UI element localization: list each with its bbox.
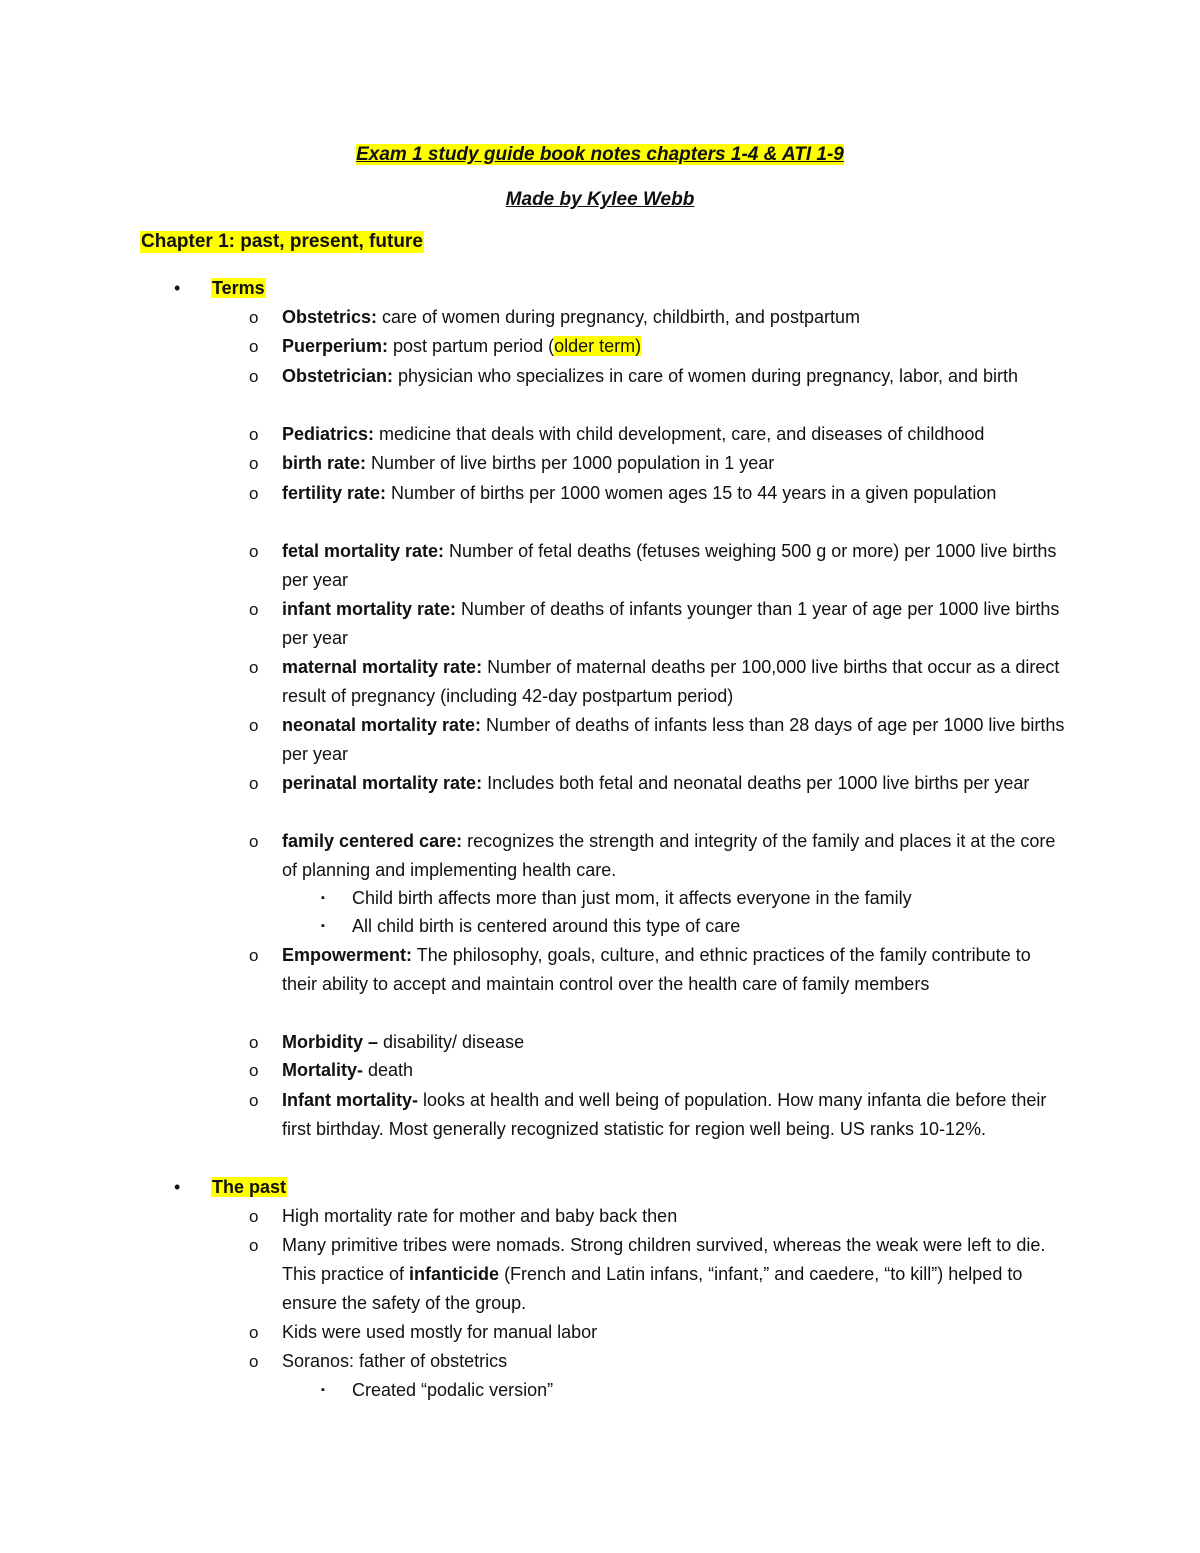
- list-item: [249, 1086, 1067, 1144]
- list-item: [249, 827, 1067, 885]
- term-definition: care of women during pregnancy, childbirth, and postpartum: [377, 307, 860, 327]
- circle-bullet-icon: o: [249, 542, 259, 561]
- chapter-heading: Chapter 1: past, present, future: [141, 231, 423, 252]
- circle-bullet-icon: o: [249, 658, 259, 677]
- term-definition: Number of fetal deaths (fetuses weighing 500 g or more) per 1000 live births per year: [282, 541, 1057, 590]
- term-definition: looks at health and well being of population. How many infanta die before their first birthday. Most generally recognized statistic for region well being. US ranks 10-12%.: [282, 1090, 1047, 1139]
- item-text: (French and Latin infans, “infant,” and caedere, “to kill”) helped to ensure the safety of the group.: [282, 1264, 1023, 1313]
- square-bullet-icon: ▪: [321, 920, 325, 932]
- term-definition: physician who specializes in care of women during pregnancy, labor, and birth: [393, 366, 1019, 386]
- bold-term: infanticide: [409, 1264, 500, 1284]
- sub-list-item: [321, 884, 1067, 913]
- list-item: [249, 362, 1067, 391]
- term-label: maternal mortality rate:: [282, 657, 483, 677]
- square-bullet-icon: ▪: [321, 1384, 325, 1396]
- item-text: Many primitive tribes were nomads. Strong children survived, whereas the weak were left to die. This practice of: [282, 1235, 1046, 1284]
- section-the-past: [174, 1173, 287, 1202]
- circle-bullet-icon: o: [249, 1236, 259, 1255]
- sub-list-item: [321, 912, 1067, 941]
- term-label: Obstetrics:: [282, 307, 378, 327]
- circle-bullet-icon: o: [249, 1352, 259, 1371]
- item-text: High mortality rate for mother and baby back then: [282, 1206, 678, 1226]
- term-definition: The philosophy, goals, culture, and ethnic practices of the family contribute to their ability to accept and maintain control over the health care of family members: [282, 945, 1031, 994]
- circle-bullet-icon: o: [249, 454, 259, 473]
- circle-bullet-icon: o: [249, 484, 259, 503]
- item-text: Soranos: father of obstetrics: [282, 1351, 508, 1371]
- term-label: Infant mortality-: [282, 1090, 419, 1110]
- list-item: [249, 449, 1067, 478]
- term-label: fetal mortality rate:: [282, 541, 445, 561]
- circle-bullet-icon: o: [249, 832, 259, 851]
- list-item: [249, 1347, 1067, 1376]
- list-item: [249, 653, 1067, 711]
- term-label: Morbidity –: [282, 1032, 379, 1052]
- document-author: Made by Kylee Webb: [505, 189, 695, 210]
- term-definition: recognizes the strength and integrity of the family and places it at the core of planning and implementing health care.: [282, 831, 1056, 880]
- term-label: family centered care:: [282, 831, 463, 851]
- term-definition: medicine that deals with child development, care, and diseases of childhood: [374, 424, 985, 444]
- list-item: [249, 332, 1067, 361]
- list-item: [249, 537, 1067, 595]
- list-item: [249, 595, 1067, 653]
- sub-list-item: [321, 1376, 1067, 1405]
- list-item: [249, 1056, 1067, 1085]
- sub-item-text: All child birth is centered around this type of care: [352, 916, 741, 936]
- term-definition: disability/ disease: [378, 1032, 525, 1052]
- document-title: Exam 1 study guide book notes chapters 1-4 & ATI 1-9: [356, 144, 844, 165]
- circle-bullet-icon: o: [249, 1061, 259, 1080]
- term-label: infant mortality rate:: [282, 599, 457, 619]
- circle-bullet-icon: o: [249, 774, 259, 793]
- circle-bullet-icon: o: [249, 600, 259, 619]
- term-definition: death: [363, 1060, 414, 1080]
- item-text: Kids were used mostly for manual labor: [282, 1322, 598, 1342]
- sub-item-text: Created “podalic version”: [352, 1380, 554, 1400]
- term-definition: Number of live births per 1000 population in 1 year: [366, 453, 775, 473]
- highlighted-text: older term): [554, 336, 642, 356]
- term-label: perinatal mortality rate:: [282, 773, 483, 793]
- circle-bullet-icon: o: [249, 946, 259, 965]
- sub-item-text: Child birth affects more than just mom, it affects everyone in the family: [352, 888, 912, 908]
- term-label: Pediatrics:: [282, 424, 375, 444]
- circle-bullet-icon: o: [249, 367, 259, 386]
- circle-bullet-icon: o: [249, 308, 259, 327]
- list-item: [249, 479, 1067, 508]
- term-definition: Number of maternal deaths per 100,000 live births that occur as a direct result of pregnancy (including 42-day postpartum period): [282, 657, 1060, 706]
- bullet-icon: •: [174, 278, 181, 298]
- term-label: neonatal mortality rate:: [282, 715, 482, 735]
- term-label: fertility rate:: [282, 483, 387, 503]
- circle-bullet-icon: o: [249, 1207, 259, 1226]
- term-definition: post partum period (: [388, 336, 555, 356]
- term-definition: Number of deaths of infants younger than 1 year of age per 1000 live births per year: [282, 599, 1060, 648]
- square-bullet-icon: ▪: [321, 892, 325, 904]
- list-item: [249, 711, 1067, 769]
- term-definition: Number of deaths of infants less than 28 days of age per 1000 live births per year: [282, 715, 1065, 764]
- term-label: birth rate:: [282, 453, 367, 473]
- circle-bullet-icon: o: [249, 716, 259, 735]
- term-label: Mortality-: [282, 1060, 363, 1080]
- list-item: [249, 941, 1067, 999]
- list-item: [249, 303, 1067, 332]
- circle-bullet-icon: o: [249, 337, 259, 356]
- circle-bullet-icon: o: [249, 1091, 259, 1110]
- list-item: [249, 1028, 1067, 1057]
- term-label: Obstetrician:: [282, 366, 394, 386]
- circle-bullet-icon: o: [249, 1033, 259, 1052]
- term-label: Puerperium:: [282, 336, 389, 356]
- bullet-icon: •: [174, 1177, 181, 1197]
- list-item: [249, 1202, 1067, 1231]
- section-heading: Terms: [212, 278, 265, 298]
- list-item: [249, 1318, 1067, 1347]
- circle-bullet-icon: o: [249, 425, 259, 444]
- circle-bullet-icon: o: [249, 1323, 259, 1342]
- list-item: [249, 420, 1067, 449]
- term-definition: Includes both fetal and neonatal deaths per 1000 live births per year: [482, 773, 1030, 793]
- term-definition: Number of births per 1000 women ages 15 to 44 years in a given population: [386, 483, 997, 503]
- section-heading: The past: [212, 1177, 287, 1197]
- list-item: [249, 1231, 1067, 1318]
- list-item: [249, 769, 1067, 798]
- section-terms: [174, 274, 266, 303]
- term-label: Empowerment:: [282, 945, 413, 965]
